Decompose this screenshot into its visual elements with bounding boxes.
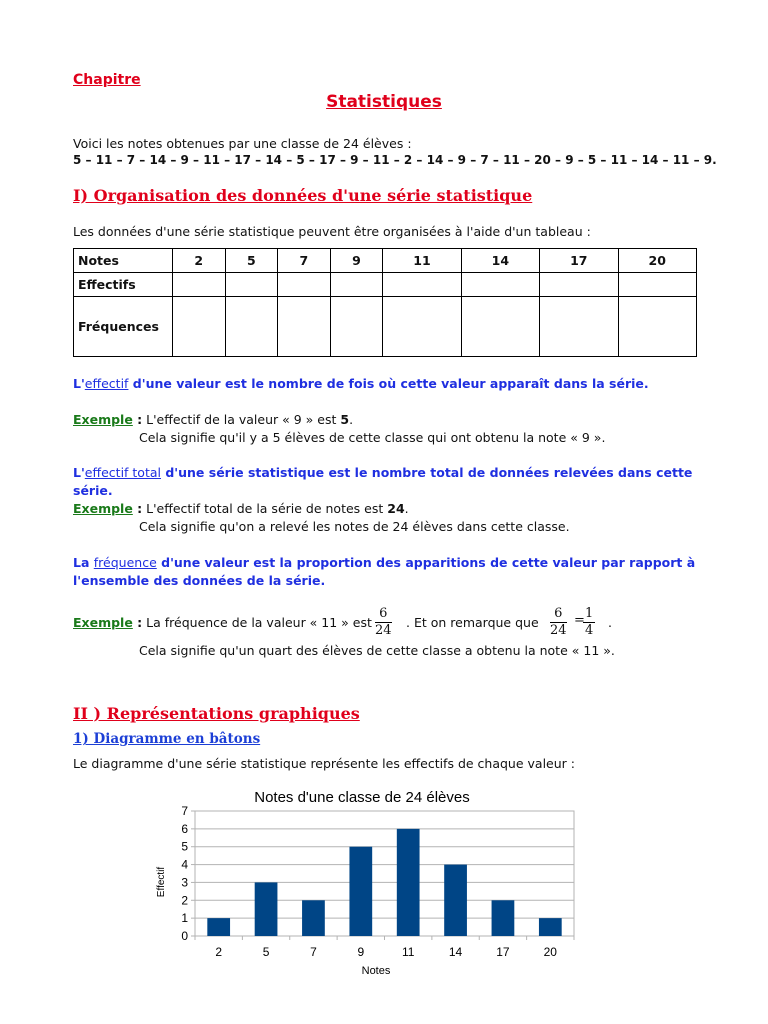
- y-tick-label: 2: [181, 893, 188, 908]
- empty-cell: [330, 273, 383, 297]
- def-text: d'une valeur est le nombre de fois où cette valeur apparaît dans la série.: [128, 376, 649, 391]
- empty-cell: [461, 297, 539, 357]
- x-tick-label: 7: [310, 945, 317, 959]
- bar: [207, 918, 230, 936]
- example-colon: :: [132, 615, 143, 630]
- def-text: d'une série statistique est le nombre total de données relevées dans cette série.: [73, 465, 693, 498]
- example-colon: :: [132, 412, 143, 427]
- fraction-1-4: [583, 606, 595, 639]
- x-tick-label: 2: [215, 945, 223, 959]
- fraction-6-24-b: [550, 606, 567, 639]
- fraction-numerator: 1: [585, 606, 594, 621]
- def-text: L': [73, 376, 85, 391]
- note-value: 9: [330, 249, 383, 273]
- y-tick-label: 5: [181, 839, 188, 854]
- empty-cell: [173, 273, 226, 297]
- x-tick-label: 20: [543, 945, 557, 959]
- example-text: .: [349, 412, 354, 427]
- fraction-denominator: 24: [375, 623, 392, 638]
- example-3-line2: Cela signifie qu'un quart des élèves de cette classe a obtenu la note « 11 ».: [139, 643, 615, 658]
- example-1-line2: Cela signifie qu'il y a 5 élèves de cette classe qui ont obtenu la note « 9 ».: [139, 430, 606, 445]
- chart-y-ticks: [181, 804, 195, 943]
- bar: [255, 882, 278, 936]
- empty-cell: [383, 297, 461, 357]
- row-label-frequences: Fréquences: [74, 297, 173, 357]
- example-label: Exemple: [73, 615, 133, 630]
- table-row-notes: [74, 249, 697, 273]
- bar: [349, 847, 372, 936]
- definition-frequence: [73, 554, 713, 590]
- empty-cell: [540, 273, 618, 297]
- def-term: fréquence: [93, 555, 157, 570]
- def-term: effectif total: [84, 465, 161, 480]
- empty-cell: [330, 297, 383, 357]
- fraction-denominator: 24: [550, 623, 567, 638]
- example-3-mid: . Et on remarque que: [406, 615, 539, 630]
- note-value: 2: [173, 249, 226, 273]
- fraction-6-24: [375, 606, 392, 639]
- bar: [302, 900, 325, 936]
- example-2: [73, 501, 409, 516]
- def-text: La: [73, 555, 94, 570]
- table-row-frequences: [74, 297, 697, 357]
- x-tick-label: 5: [262, 945, 270, 959]
- chart-title: Notes d'une classe de 24 élèves: [254, 789, 470, 806]
- equals-sign: =: [574, 613, 585, 628]
- empty-cell: [225, 297, 278, 357]
- chart-grid: [195, 811, 574, 936]
- y-tick-label: 4: [181, 857, 188, 872]
- chapter-label: Chapitre: [73, 72, 141, 88]
- example-label: Exemple: [73, 412, 133, 427]
- empty-cell: [618, 297, 696, 357]
- notes-list: 5 – 11 – 7 – 14 – 9 – 11 – 17 – 14 – 5 – 17 – 9 – 11 – 2 – 14 – 9 – 7 – 11 – 20 – 9 – 5 – 11 – 14 – 11 – 9.: [73, 153, 717, 167]
- chart-x-label: Notes: [361, 965, 391, 977]
- empty-cell: [461, 273, 539, 297]
- note-value: 14: [461, 249, 539, 273]
- empty-cell: [225, 273, 278, 297]
- row-label-notes: Notes: [74, 249, 173, 273]
- plot-frame: [195, 811, 574, 936]
- fraction-numerator: 6: [375, 606, 392, 623]
- bar: [397, 829, 420, 936]
- x-tick-label: 11: [401, 945, 415, 959]
- y-tick-label: 0: [181, 929, 188, 943]
- example-colon: :: [132, 501, 143, 516]
- note-value: 11: [383, 249, 461, 273]
- example-label: Exemple: [73, 501, 133, 516]
- section2-heading: II ) Représentations graphiques: [73, 704, 360, 723]
- empty-cell: [173, 297, 226, 357]
- table-row-effectifs: [74, 273, 697, 297]
- empty-cell: [540, 297, 618, 357]
- empty-cell: [278, 273, 331, 297]
- example-3: [73, 615, 372, 630]
- row-label-effectifs: Effectifs: [74, 273, 173, 297]
- stats-table: [73, 248, 697, 357]
- definition-effectif-total: [73, 464, 713, 500]
- subsection-heading: 1) Diagramme en bâtons: [73, 731, 261, 747]
- note-value: 20: [618, 249, 696, 273]
- y-tick-label: 6: [181, 821, 188, 836]
- example-2-line2: Cela signifie qu'on a relevé les notes de 24 élèves dans cette classe.: [139, 519, 570, 534]
- section1-heading: I) Organisation des données d'une série statistique: [73, 186, 533, 205]
- example-1: [73, 412, 353, 427]
- bar: [539, 918, 562, 936]
- fraction-numerator: 6: [550, 606, 567, 623]
- bar: [444, 865, 467, 936]
- empty-cell: [278, 297, 331, 357]
- note-value: 5: [225, 249, 278, 273]
- example-3-end: .: [608, 615, 612, 630]
- bar-chart: [0, 780, 768, 980]
- def-text: l'ensemble des données de la série.: [73, 573, 326, 588]
- page-title: Statistiques: [326, 92, 442, 112]
- table-intro: Les données d'une série statistique peuvent être organisées à l'aide d'un tableau :: [73, 224, 591, 239]
- x-tick-label: 9: [357, 945, 365, 959]
- def-text: d'une valeur est la proportion des apparitions de cette valeur par rapport à: [156, 555, 696, 570]
- empty-cell: [618, 273, 696, 297]
- def-term: effectif: [84, 376, 129, 391]
- definition-effectif: [73, 375, 713, 393]
- example-text: L'effectif total de la série de notes est: [142, 501, 388, 516]
- y-tick-label: 7: [181, 804, 188, 818]
- example-text: .: [404, 501, 409, 516]
- example-value: 24: [387, 501, 405, 516]
- example-text: L'effectif de la valeur « 9 » est: [142, 412, 341, 427]
- example-text: La fréquence de la valeur « 11 » est: [142, 615, 372, 630]
- example-value: 5: [340, 412, 350, 427]
- x-tick-label: 17: [496, 945, 510, 959]
- diagram-intro: Le diagramme d'une série statistique représente les effectifs de chaque valeur :: [73, 756, 575, 771]
- y-tick-label: 3: [181, 875, 188, 890]
- note-value: 17: [540, 249, 618, 273]
- empty-cell: [383, 273, 461, 297]
- def-text: L': [73, 465, 85, 480]
- fraction-denominator: 4: [585, 623, 594, 638]
- intro-text: Voici les notes obtenues par une classe de 24 élèves :: [73, 136, 412, 151]
- x-tick-label: 14: [448, 945, 463, 959]
- note-value: 7: [278, 249, 331, 273]
- y-tick-label: 1: [181, 911, 188, 926]
- chart-x-ticks: [195, 936, 574, 959]
- bar: [492, 900, 515, 936]
- chart-y-label: Effectif: [156, 866, 167, 898]
